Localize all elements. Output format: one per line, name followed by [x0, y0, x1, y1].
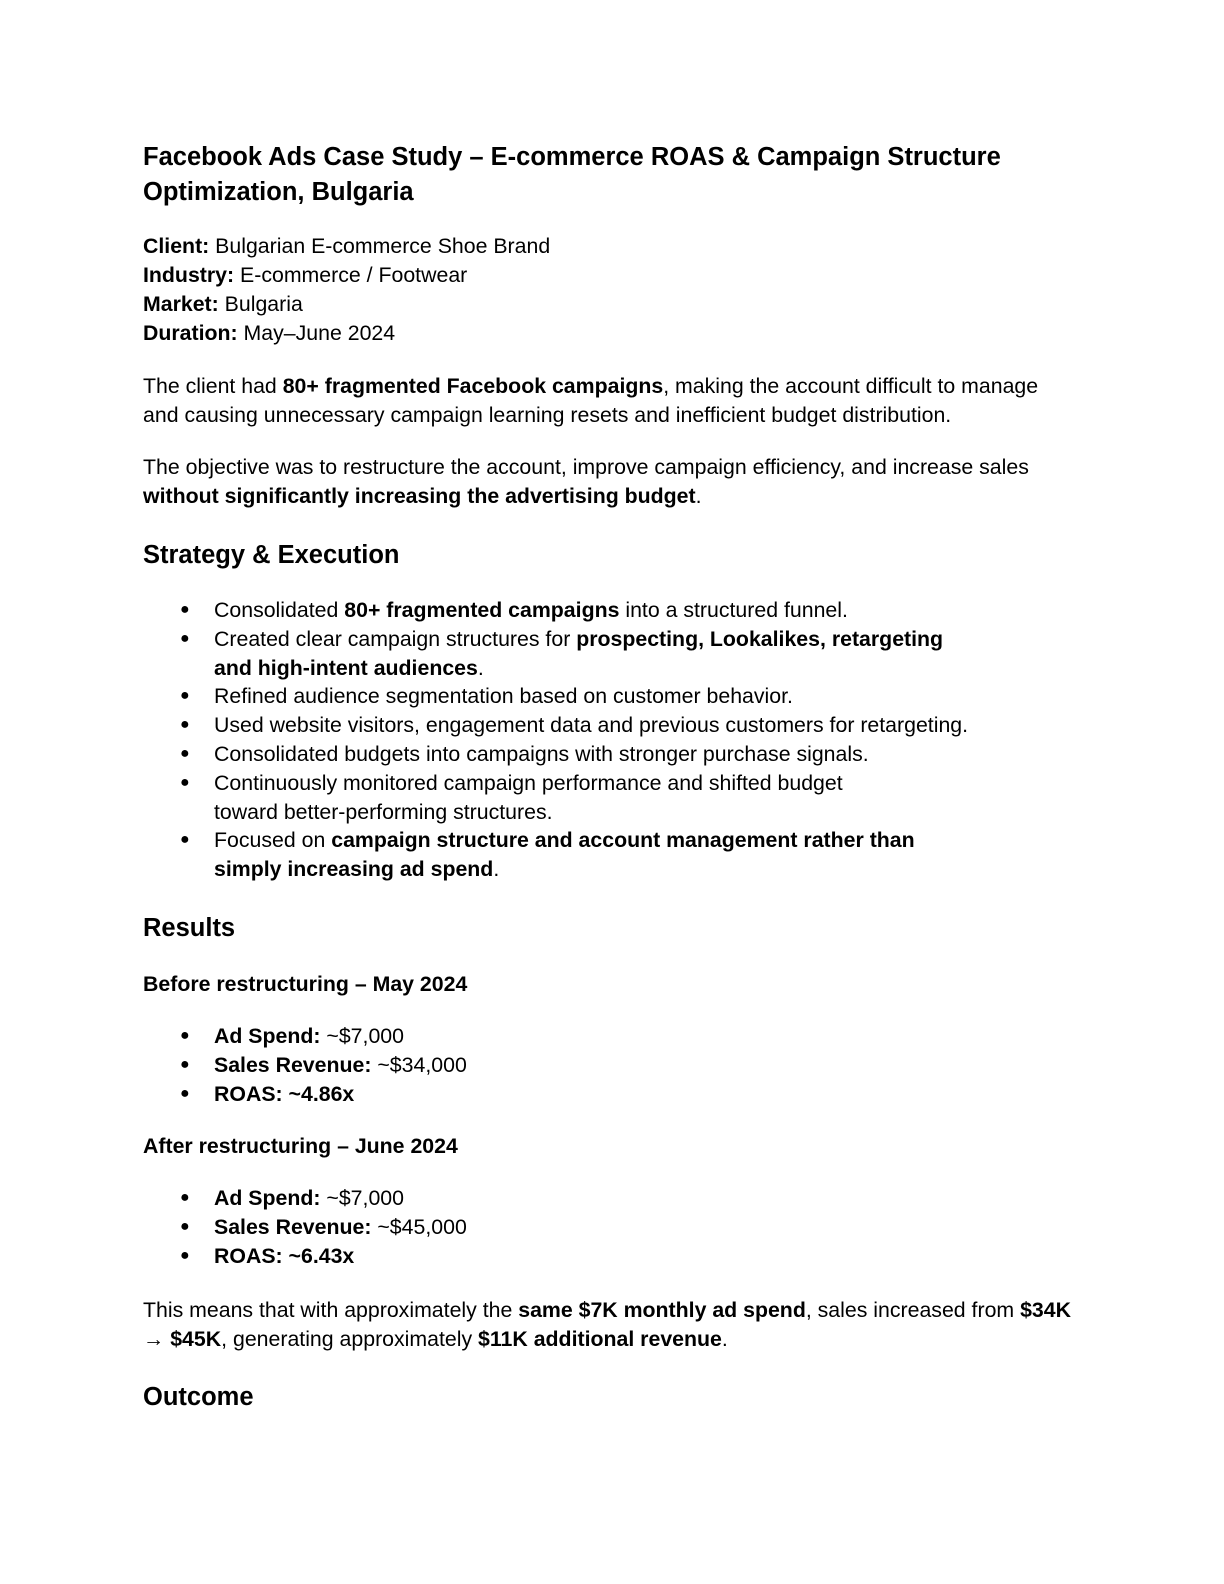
list-item [143, 740, 1043, 769]
outcome-heading: Outcome [143, 1383, 254, 1411]
meta-value: May–June 2024 [237, 321, 396, 345]
document-title: Facebook Ads Case Study – E-commerce ROAS & Campaign Structure Optimization, Bulgaria [143, 143, 1001, 206]
text-run: Refined audience segmentation based on customer behavior. [214, 684, 793, 709]
text-run: This means that with approximately the [143, 1298, 519, 1322]
bullet-icon: ● [180, 1189, 190, 1206]
bullet-icon: ● [180, 1246, 190, 1264]
results-summary [143, 1296, 1073, 1353]
text-run-bold: $34K → $45K [143, 1298, 1071, 1351]
list-item [143, 1051, 1043, 1080]
meta-value: E-commerce / Footwear [234, 263, 468, 287]
text-run: . [721, 1326, 728, 1351]
metric-label: Ad Spend: [214, 1186, 321, 1210]
meta-client [143, 232, 550, 261]
bullet-icon: ● [180, 601, 190, 618]
text-run-bold: 80+ fragmented campaigns [344, 598, 620, 622]
intro-paragraph-1 [143, 372, 1073, 429]
text-run: , generating approximately [221, 1326, 479, 1351]
meta-industry [143, 261, 550, 290]
text-run: Created clear campaign structures for [214, 626, 577, 651]
bullet-icon: ● [180, 629, 190, 647]
metric-value: ~$7,000 [320, 1186, 404, 1210]
text-run-bold: same $7K monthly ad spend [518, 1298, 806, 1322]
list-item [143, 711, 1043, 740]
bullet-icon: ● [180, 1055, 190, 1073]
text-run-bold: prospecting, Lookalikes, retargeting and high-intent audiences [214, 626, 944, 680]
metric-roas: ROAS: ~4.86x [214, 1081, 355, 1106]
bullet-icon: ● [180, 1217, 190, 1235]
metric-value: ~$45,000 [371, 1214, 467, 1239]
metric-label: Ad Spend: [214, 1024, 321, 1048]
list-item [143, 1080, 1043, 1109]
meta-market [143, 290, 550, 319]
text-run: , making the account difficult to manage and causing unnecessary campaign learning resets and inefficient budget distribution. [143, 374, 1039, 427]
text-run-bold: $11K additional revenue [478, 1326, 722, 1351]
bullet-icon: ● [180, 744, 190, 762]
list-item [143, 1213, 1043, 1242]
text-run: Used website visitors, engagement data and previous customers for retargeting. [214, 713, 969, 738]
client-meta [143, 232, 550, 348]
text-run: Consolidated budgets into campaigns with stronger purchase signals. [214, 741, 869, 766]
after-heading: After restructuring – June 2024 [143, 1134, 458, 1158]
list-item [143, 1184, 1043, 1213]
meta-label: Duration: [143, 321, 238, 345]
before-heading: Before restructuring – May 2024 [143, 972, 468, 996]
meta-duration [143, 319, 550, 348]
list-item [143, 1242, 1043, 1271]
text-run: , sales increased from [805, 1298, 1021, 1322]
list-item [143, 682, 1043, 711]
bullet-icon: ● [180, 773, 190, 791]
results-heading: Results [143, 914, 236, 942]
bullet-icon: ● [180, 687, 190, 705]
strategy-heading: Strategy & Execution [143, 541, 400, 569]
bullet-icon: ● [180, 716, 190, 734]
meta-value: Bulgaria [218, 292, 303, 316]
text-run: . [493, 857, 500, 882]
text-run: . [477, 655, 484, 680]
after-list [143, 1184, 1043, 1270]
list-item [143, 1022, 1043, 1051]
meta-value: Bulgarian E-commerce Shoe Brand [209, 234, 551, 258]
bullet-icon: ● [180, 1084, 190, 1102]
bullet-icon: ● [180, 1027, 190, 1044]
text-run: Consolidated [214, 598, 345, 622]
text-run: The client had [143, 374, 283, 398]
before-list [143, 1022, 1043, 1108]
list-item [143, 826, 1043, 884]
text-run-bold: without significantly increasing the advertising budget [143, 483, 696, 508]
metric-value: ~$7,000 [320, 1024, 404, 1048]
meta-label: Client: [143, 234, 210, 258]
metric-roas: ROAS: ~6.43x [214, 1243, 355, 1268]
list-item [143, 625, 1043, 683]
metric-label: Sales Revenue: [214, 1214, 372, 1239]
bullet-icon: ● [180, 831, 190, 849]
text-run-bold: campaign structure and account management rather than simply increasing ad spend [214, 828, 915, 882]
strategy-list [143, 596, 1043, 884]
metric-value: ~$34,000 [371, 1052, 467, 1077]
text-run: The objective was to restructure the account, improve campaign efficiency, and increase sales [143, 455, 1029, 479]
text-run-bold: 80+ fragmented Facebook campaigns [282, 374, 664, 398]
metric-label: Sales Revenue: [214, 1052, 372, 1077]
list-item [143, 596, 1043, 625]
text-run: Focused on [214, 828, 332, 853]
list-item [143, 769, 1043, 827]
meta-label: Market: [143, 292, 219, 316]
text-run: Continuously monitored campaign performance and shifted budget toward better-performing structures. [214, 770, 843, 824]
text-run: . [695, 483, 702, 508]
meta-label: Industry: [143, 263, 235, 287]
text-run: into a structured funnel. [619, 598, 848, 622]
intro-paragraph-2 [143, 453, 1073, 510]
